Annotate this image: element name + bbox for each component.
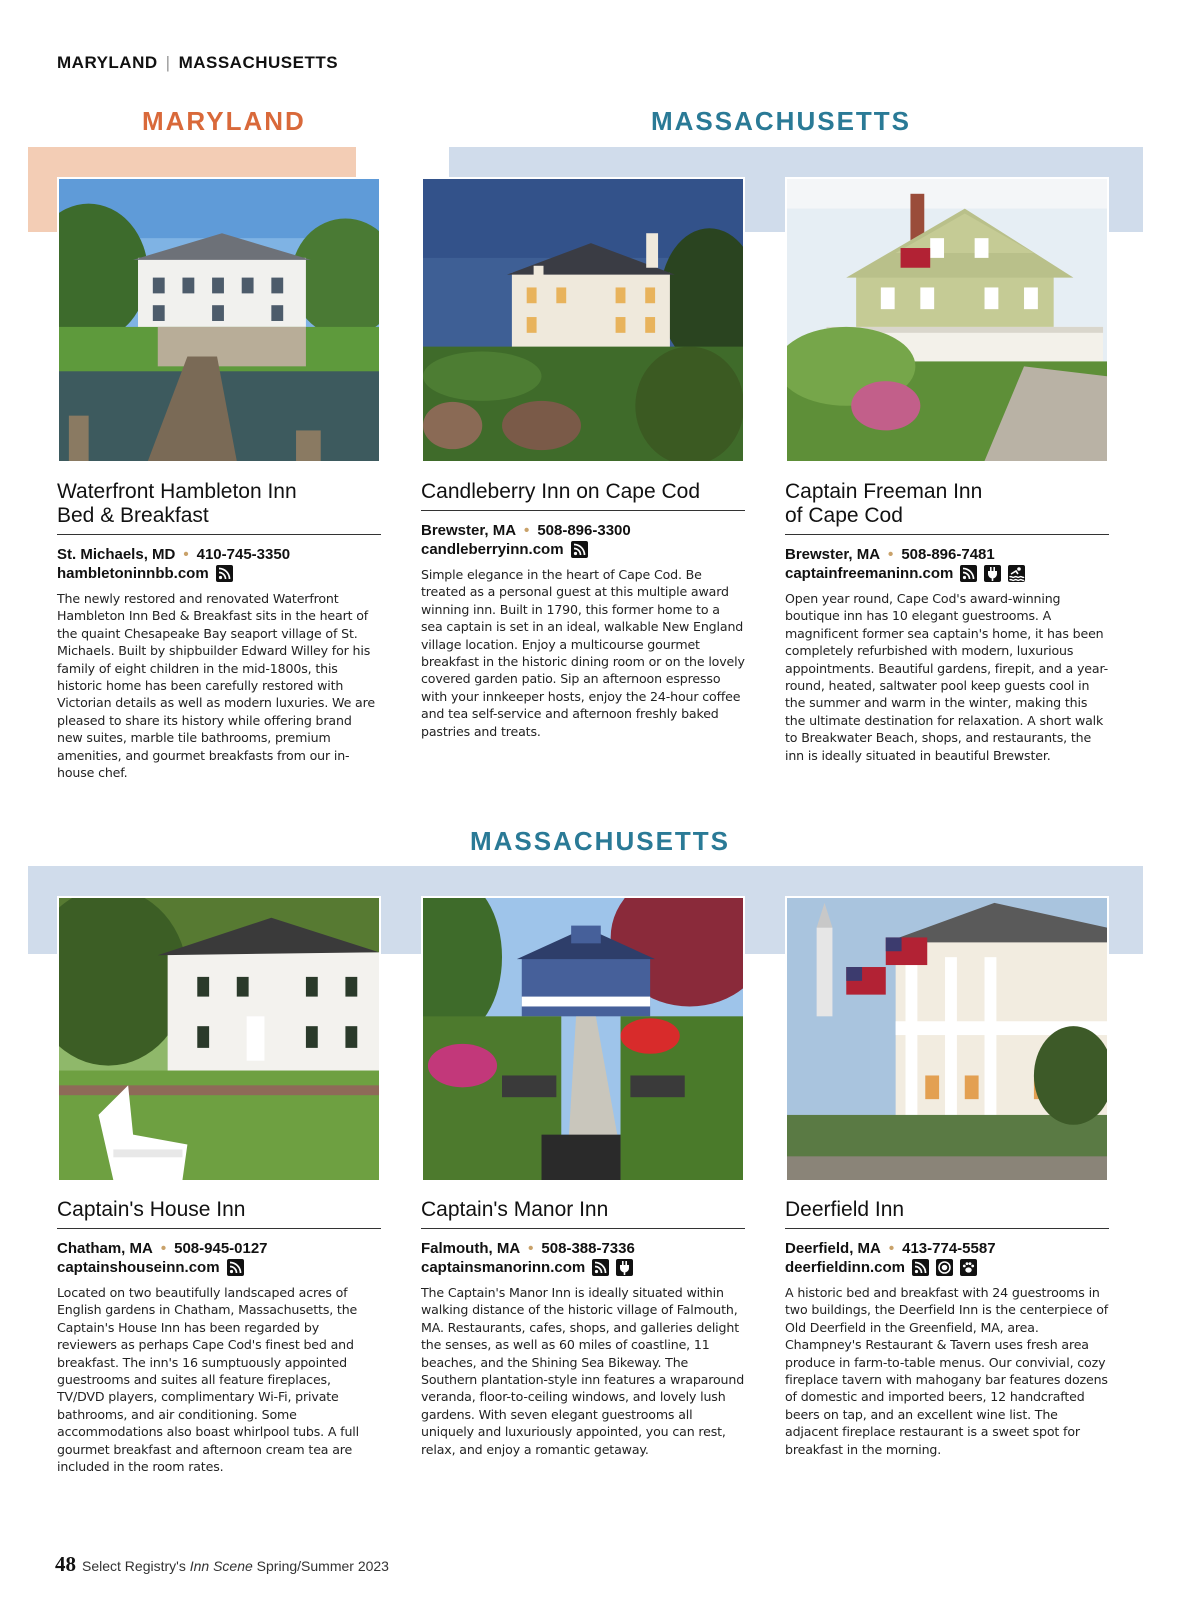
inn-phone[interactable]: 508-945-0127 xyxy=(174,1240,268,1257)
inn-city: Falmouth, MA xyxy=(421,1240,521,1257)
inn-city: St. Michaels, MD xyxy=(57,546,176,563)
inn-description: A historic bed and breakfast with 24 guestrooms in two buildings, the Deerfield Inn is the centerpiece of Old Deerfield in the Greenfield, MA, area. Champney's Restaurant & Tavern uses fresh area produce in farm-to-table menus. Our convivial, cozy fireplace tavern with mahogany bar features dozens of domestic and imported beers, 12 handcrafted beers on tap, and an excellent wine list. The adjacent fireplace restaurant is a sweet spot for breakfast in the morning. xyxy=(785,1285,1109,1457)
inn-url[interactable]: hambletoninnbb.com xyxy=(57,565,209,582)
inn-url[interactable]: captainshouseinn.com xyxy=(57,1259,220,1276)
section-title-maryland: MARYLAND xyxy=(142,106,306,136)
inn-card-captain-freeman xyxy=(785,480,1109,764)
inn-city: Brewster, MA xyxy=(785,546,881,563)
inn-url-line xyxy=(421,1258,745,1277)
separator-dot: • xyxy=(888,546,894,563)
inn-url-line xyxy=(57,1258,381,1277)
rss-icon xyxy=(227,1259,244,1276)
separator-dot: • xyxy=(524,522,530,539)
page-footer xyxy=(55,1552,389,1577)
inn-name: Captain's Manor Inn xyxy=(421,1198,745,1229)
inn-url[interactable]: captainsmanorinn.com xyxy=(421,1259,586,1276)
inn-phone[interactable]: 410-745-3350 xyxy=(196,546,291,563)
inn-card-deerfield xyxy=(785,1198,1109,1458)
rss-icon xyxy=(216,565,233,582)
footer-publisher: Select Registry's xyxy=(82,1558,190,1574)
inn-url[interactable]: deerfieldinn.com xyxy=(785,1259,906,1276)
inn-url[interactable]: captainfreemaninn.com xyxy=(785,565,954,582)
inn-card-captains-house xyxy=(57,1198,381,1475)
inn-city: Brewster, MA xyxy=(421,522,517,539)
running-head xyxy=(57,53,338,73)
inn-photo-captains-manor xyxy=(421,896,745,1182)
running-head-left: MARYLAND xyxy=(57,53,158,72)
inn-contact xyxy=(421,521,745,540)
inn-description: Simple elegance in the heart of Cape Cod. Be treated as a personal guest at this multiple award winning inn. Built in 1790, this former home to a sea captain is set in an ideal, walkable New England village location. Enjoy a multicourse gourmet breakfast in the historic dining room or on the lovely covered garden patio. Sip an afternoon espresso with your innkeeper hosts, enjoy the 24-hour coffee and tea self-service and afternoon freshly baked pastries and treats. xyxy=(421,567,745,739)
inn-url-line xyxy=(785,564,1109,583)
inn-url-line xyxy=(785,1258,1109,1277)
plug-icon xyxy=(616,1259,633,1276)
inn-phone[interactable]: 508-896-7481 xyxy=(901,546,995,563)
running-head-divider: | xyxy=(165,53,171,72)
inn-contact xyxy=(421,1239,745,1258)
inn-contact xyxy=(57,1239,381,1258)
rss-icon xyxy=(592,1259,609,1276)
inn-contact xyxy=(785,545,1109,564)
inn-photo-candleberry xyxy=(421,177,745,463)
inn-description: The Captain's Manor Inn is ideally situated within walking distance of the historic village of Falmouth, MA. Restaurants, cafes, shops, and galleries delight the senses, as well as 60 miles of coastline, 11 beaches, and the Shining Sea Bikeway. The Southern plantation-style inn features a wraparound veranda, floor-to-ceiling windows, and lovely lush gardens. With seven elegant guestrooms all uniquely and luxuriously appointed, you can rest, relax, and enjoy a romantic getaway. xyxy=(421,1285,745,1457)
inn-phone[interactable]: 508-896-3300 xyxy=(537,522,631,539)
pool-icon xyxy=(1008,565,1025,582)
plug-icon xyxy=(984,565,1001,582)
running-head-right: MASSACHUSETTS xyxy=(178,53,339,72)
inn-photo-deerfield xyxy=(785,896,1109,1182)
inn-name: Deerfield Inn xyxy=(785,1198,1109,1229)
separator-dot: • xyxy=(160,1240,167,1257)
rss-icon xyxy=(571,541,588,558)
separator-dot: • xyxy=(888,1240,895,1257)
separator-dot: • xyxy=(528,1240,534,1257)
paw-icon xyxy=(960,1259,977,1276)
rss-icon xyxy=(912,1259,929,1276)
inn-photo-captain-freeman xyxy=(785,177,1109,463)
inn-city: Chatham, MA xyxy=(57,1240,153,1257)
footer-magazine-title: Inn Scene xyxy=(189,1558,253,1574)
inn-name: Captain Freeman Inn of Cape Cod xyxy=(785,480,1109,535)
inn-description: Located on two beautifully landscaped acres of English gardens in Chatham, Massachusetts, the Captain's House Inn has been regarded by reviewers as perhaps Cape Cod's finest bed and breakfast. The inn's 16 sumptuously appointed guestrooms and suites all feature fireplaces, TV/DVD players, complimentary Wi-Fi, private bathrooms, and air conditioning. Some accommodations also boast whirlpool tubs. A full gourmet breakfast and afternoon cream tea are included in the room rates. xyxy=(57,1285,359,1475)
inn-card-hambleton xyxy=(57,480,381,781)
inn-description: The newly restored and renovated Waterfront Hambleton Inn Bed & Breakfast sits in the heart of the quaint Chesapeake Bay seaport village of St. Michaels. Built by shipbuilder Edward Willey for his family of eight children in the mid-1800s, this historic home has been carefully restored with Victorian details as well as modern luxuries. We are pleased to share its history while offering brand new suites, marble tile bathrooms, premium amenities, and gourmet breakfasts from our in-house chef. xyxy=(57,591,375,781)
inn-card-captains-manor xyxy=(421,1198,745,1458)
inn-phone[interactable]: 413-774-5587 xyxy=(902,1240,996,1257)
rss-icon xyxy=(960,565,977,582)
inn-name: Waterfront Hambleton Inn Bed & Breakfast xyxy=(57,480,381,535)
inn-url-line xyxy=(421,540,745,559)
inn-contact xyxy=(57,545,381,564)
inn-description: Open year round, Cape Cod's award-winning boutique inn has 10 elegant guestrooms. A magnificent former sea captain's home, it has been completely refurbished with modern, luxurious appointments. Beautiful gardens, firepit, and a year-round, heated, saltwater pool keep guests cool in the summer and warm in the winter, making this the ultimate destination for relaxation. A short walk to Breakwater Beach, shops, and restaurants, the inn is ideally situated in beautiful Brewster. xyxy=(785,591,1109,763)
separator-dot: • xyxy=(183,546,189,563)
page-number: 48 xyxy=(55,1552,76,1576)
inn-phone[interactable]: 508-388-7336 xyxy=(541,1240,635,1257)
inn-contact xyxy=(785,1239,1109,1258)
inn-url[interactable]: candleberryinn.com xyxy=(421,541,564,558)
section-title-massachusetts-bottom: MASSACHUSETTS xyxy=(470,826,731,856)
plate-icon xyxy=(936,1259,953,1276)
section-title-massachusetts-top: MASSACHUSETTS xyxy=(651,106,912,136)
footer-issue: Spring/Summer 2023 xyxy=(252,1558,389,1574)
inn-photo-hambleton xyxy=(57,177,381,463)
inn-name: Captain's House Inn xyxy=(57,1198,381,1229)
inn-city: Deerfield, MA xyxy=(785,1240,881,1257)
inn-card-candleberry xyxy=(421,480,745,740)
inn-url-line xyxy=(57,564,381,583)
inn-photo-captains-house xyxy=(57,896,381,1182)
inn-name: Candleberry Inn on Cape Cod xyxy=(421,480,745,511)
